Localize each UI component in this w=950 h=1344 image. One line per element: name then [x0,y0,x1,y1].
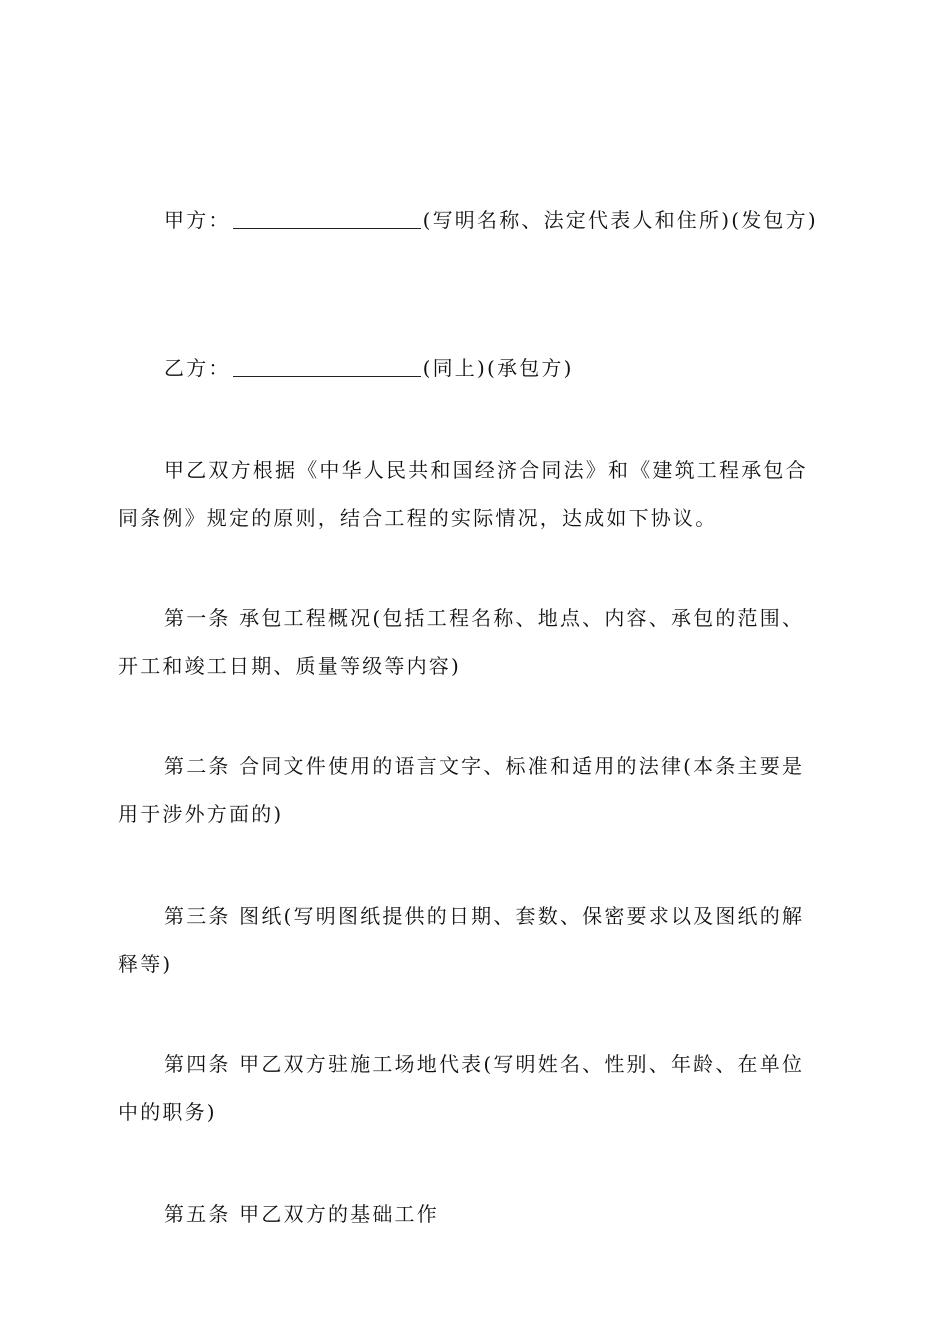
article-4-line-2: 中的职务) [118,1100,217,1124]
article-1 [118,594,834,690]
article-4 [118,1040,834,1136]
article-2-line-1: 第二条 合同文件使用的语言文字、标准和适用的法律(本条主要是 [164,754,805,778]
party-a-label: 甲方： [164,208,231,232]
article-3-line-2: 释等) [118,952,173,976]
article-4-line-1: 第四条 甲乙双方驻施工场地代表(写明姓名、性别、年龄、在单位 [164,1052,805,1076]
party-a-note: (写明名称、法定代表人和住所)(发包方) [422,208,818,232]
preamble-line-2: 同条例》规定的原则，结合工程的实际情况，达成如下协议。 [118,506,718,530]
article-2-line-2: 用于涉外方面的) [118,802,284,826]
party-a-blank-line [233,208,421,229]
preamble-paragraph [118,446,834,542]
preamble-line-1: 甲乙双方根据《中华人民共和国经济合同法》和《建筑工程承包合 [164,458,808,482]
article-5-line-1: 第五条 甲乙双方的基础工作 [164,1202,439,1226]
article-1-line-1: 第一条 承包工程概况(包括工程名称、地点、内容、承包的范围、 [164,606,805,630]
article-2 [118,742,834,838]
party-b-blank-line [233,356,421,377]
article-1-line-2: 开工和竣工日期、质量等级等内容) [118,654,462,678]
article-3-line-1: 第三条 图纸(写明图纸提供的日期、套数、保密要求以及图纸的解 [164,904,805,928]
article-5 [118,1190,834,1238]
article-3 [118,892,834,988]
party-b-label: 乙方： [164,356,231,380]
party-a-line [118,196,834,244]
party-b-note: (同上)(承包方) [422,356,574,380]
party-b-line [118,344,834,392]
